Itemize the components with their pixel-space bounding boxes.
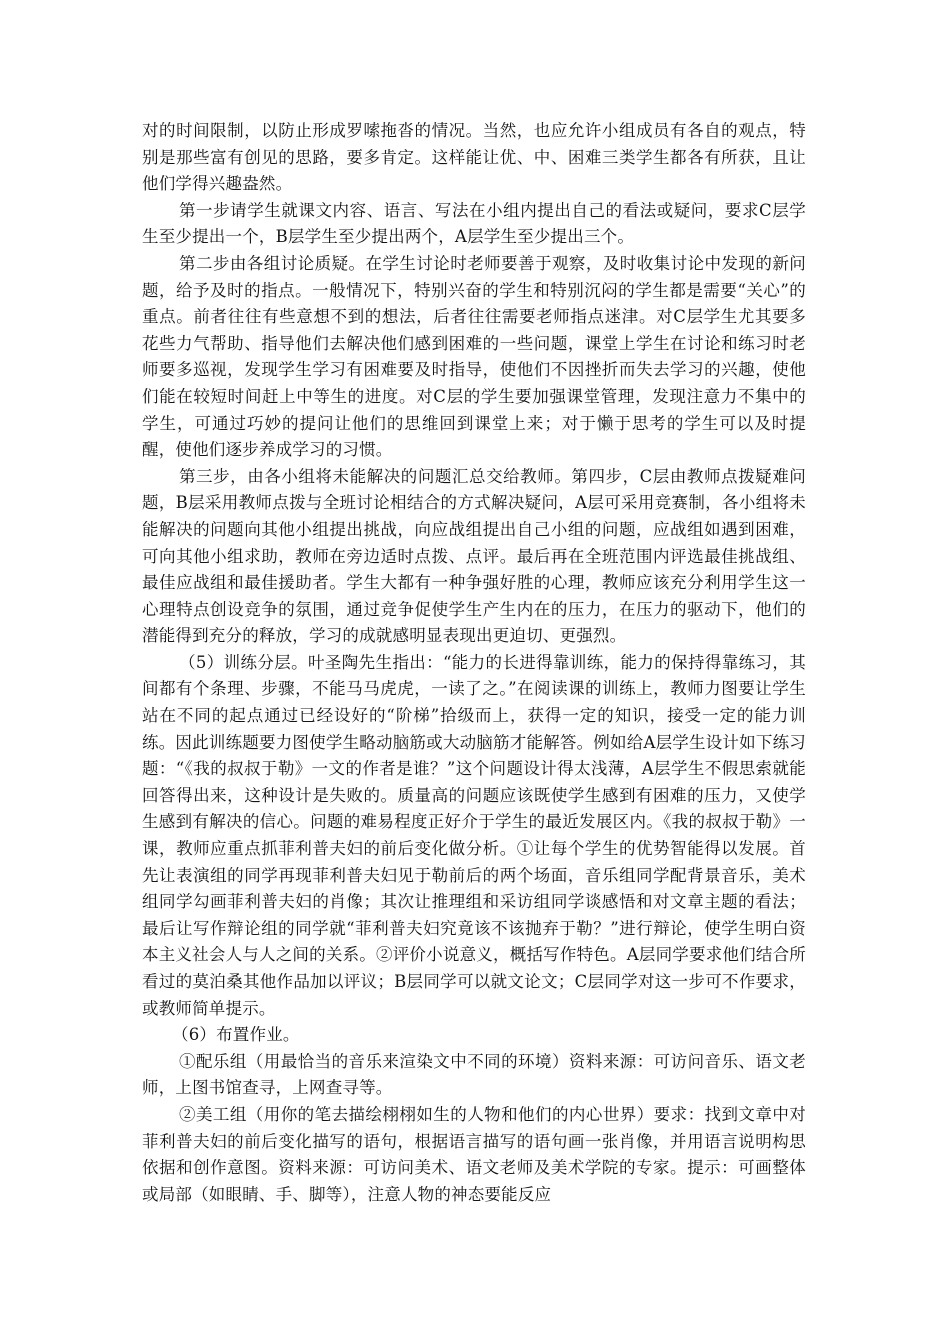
paragraph-training-layers: （5）训练分层。叶圣陶先生指出：“能力的长进得靠训练，能力的保持得靠练习，其间都有个条理、步骤，不能马马虎虎，一读了之。”在阅读课的训练上，教师力图要让学生站在不同的起点通过已经设好的“阶梯”拾级而上，获得一定的知识，接受一定的能力训练。因此训练题要力图使学生略动脑筋或大动脑筋才能解答。例如给A层学生设计如下练习题：“《我的叔叔于勒》一文的作者是谁？”这个问题设计得太浅薄，A层学生不假思索就能回答得出来，这种设计是失败的。质量高的问题应该既使学生感到有困难的压力，又使学生感到有解决的信心。问题的难易程度正好介于学生的最近发展区内。《我的叔叔于勒》一课，教师应重点抓菲利普夫妇的前后变化做分析。①让每个学生的优势智能得以发展。首先让表演组的同学再现菲利普夫妇见于勒前后的两个场面，音乐组同学配背景音乐，美术组同学勾画菲利普夫妇的肖像；其次让推理组和采访组同学谈感悟和对文章主题的看法；最后让写作辩论组的同学就“菲利普夫妇究竟该不该抛弃于勒？”进行辩论，使学生明白资本主义社会人与人之间的关系。②评价小说意义，概括写作特色。A层同学要求他们结合所看过的莫泊桑其他作品加以评议；B层同学可以就文论文；C层同学对这一步可不作要求，或教师简单提示。 [142,652,806,1018]
paragraph-art-group: ②美工组（用你的笔去描绘栩栩如生的人物和他们的内心世界）要求：找到文章中对菲利普夫妇的前后变化描写的语句，根据语言描写的语句画一张肖像，并用语言说明构思依据和创作意图。资料来源：可访问美术、语文老师及美术学院的专家。提示：可画整体或局部（如眼睛、手、脚等），注意人物的神态要能反应 [142,1104,806,1204]
paragraph-step-one: 第一步请学生就课文内容、语言、写法在小组内提出自己的看法或疑问，要求C层学生至少提出一个，B层学生至少提出两个，A层学生至少提出三个。 [142,200,806,247]
document-body [142,118,806,1208]
paragraph-continuation: 对的时间限制，以防止形成罗嗦拖沓的情况。当然，也应允许小组成员有各自的观点，特别是那些富有创见的思路，要多肯定。这样能让优、中、困难三类学生都各有所获，且让他们学得兴趣盎然。 [142,121,806,194]
paragraph-step-two: 第二步由各组讨论质疑。在学生讨论时老师要善于观察，及时收集讨论中发现的新问题，给予及时的指点。一般情况下，特别兴奋的学生和特别沉闷的学生都是需要“关心”的重点。前者往往有些意想不到的想法，后者往往需要老师指点迷津。对C层学生尤其要多花些力气帮助、指导他们去解决他们感到困难的一些问题，课堂上学生在讨论和练习时老师要多巡视，发现学生学习有困难要及时指导，使他们不因挫折而失去学习的兴趣，使他们能在较短时间赶上中等生的进度。对C层的学生要加强课堂管理，发现注意力不集中的学生，可通过巧妙的提问让他们的思维回到课堂上来；对于懒于思考的学生可以及时提醒，使他们逐步养成学习的习惯。 [142,253,806,460]
paragraph-music-group: ①配乐组（用最恰当的音乐来渲染文中不同的环境）资料来源：可访问音乐、语文老师，上图书馆查寻，上网查寻等。 [142,1051,806,1098]
paragraph-homework-heading: （6）布置作业。 [172,1025,300,1045]
paragraph-step-three-four: 第三步，由各小组将未能解决的问题汇总交给教师。第四步，C层由教师点拨疑难问题，B层采用教师点拨与全班讨论相结合的方式解决疑问，A层可采用竞赛制，各小组将未能解决的问题向其他小组提出挑战，向应战组提出自己小组的问题，应战组如遇到困难，可向其他小组求助，教师在旁边适时点拨、点评。最后再在全班范围内评选最佳挑战组、最佳应战组和最佳援助者。学生大都有一种争强好胜的心理，教师应该充分利用学生这一心理特点创设竞争的氛围，通过竞争促使学生产生内在的压力，在压力的驱动下，他们的潜能得到充分的释放，学习的成就感明显表现出更迫切、更强烈。 [142,466,806,646]
